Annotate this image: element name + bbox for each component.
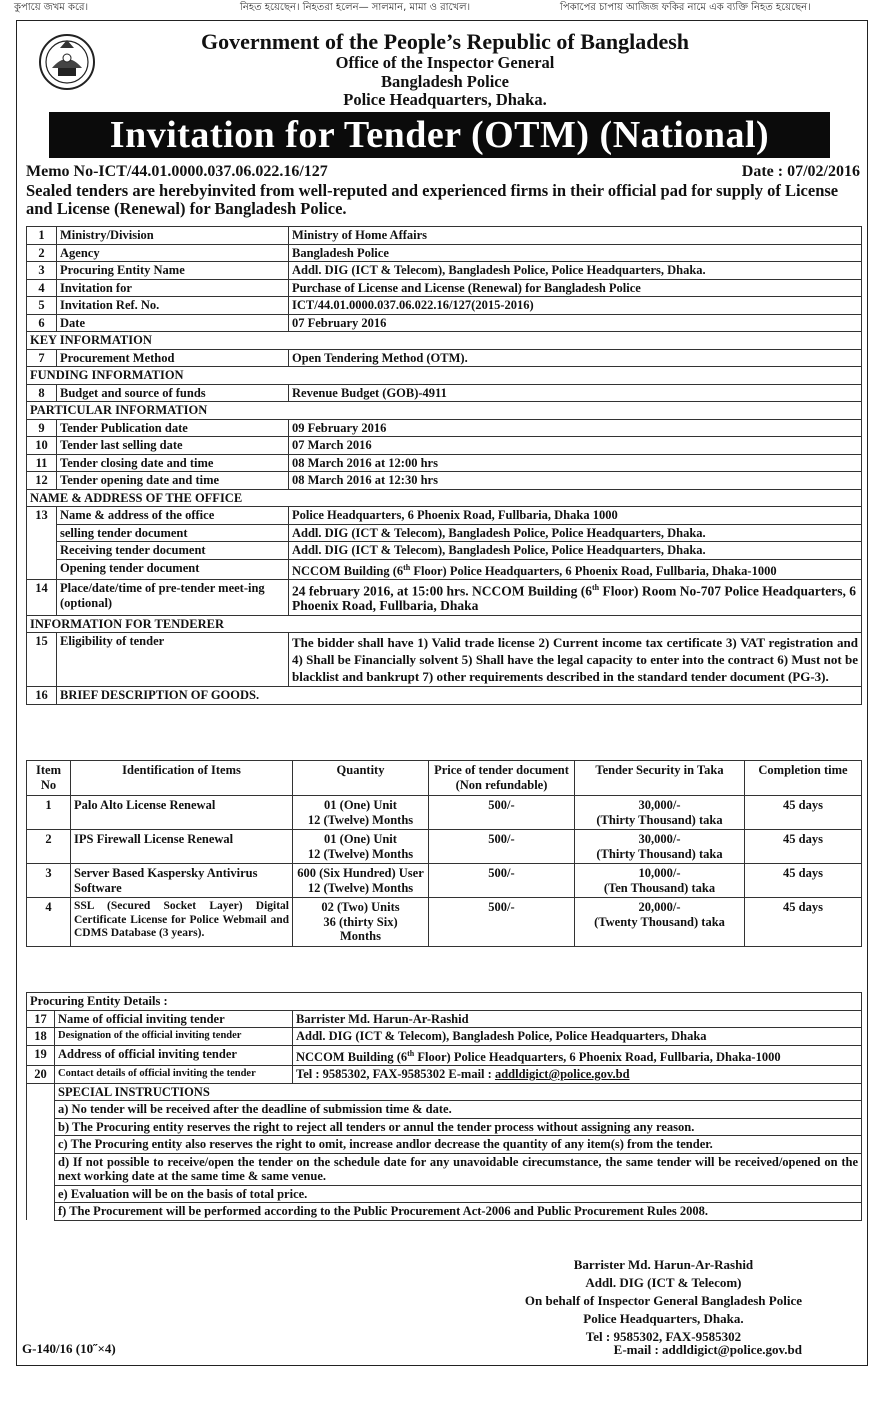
table-row: 16 BRIEF DESCRIPTION OF GOODS. [27, 687, 862, 705]
table-row: 17 Name of official inviting tender Barrister Md. Harun-Ar-Rashid [27, 1010, 862, 1028]
table-row: selling tender document Addl. DIG (ICT & Telecom), Bangladesh Police, Police Headquarters, Dhaka. [27, 524, 862, 542]
strip-text-right: পিকাপের চাপায় আজিজ ফকির নামে এক ব্যক্তি নিহত হয়েছেন। [560, 2, 811, 13]
table-row: 4 Invitation for Purchase of License and License (Renewal) for Bangladesh Police [27, 279, 862, 297]
strip-text-middle: নিহত হয়েছেন। নিহতরা হলেন— সালমান, মামা ও রাখেল। [240, 2, 471, 13]
table-row: 13 Name & address of the office Police Headquarters, 6 Phoenix Road, Fullbaria, Dhaka 1000 [27, 507, 862, 525]
goods-row: 1 Palo Alto License Renewal 01 (One) Unit 12 (Twelve) Months 500/- 30,000/- (Thirty Thousand) taka 45 days [27, 796, 862, 830]
table-row: 10 Tender last selling date 07 March 2016 [27, 437, 862, 455]
signatory-behalf: On behalf of Inspector General Bangladesh Police [524, 1293, 802, 1308]
memo-date: Date : 07/02/2016 [741, 163, 860, 180]
section-header: PARTICULAR INFORMATION [27, 402, 862, 420]
tender-title-banner: Invitation for Tender (OTM) (National) [49, 112, 830, 158]
goods-row: 4 SSL (Secured Socket Layer) Digital Certificate License for Police Webmail and CDMS Database (3 years). 02 (Two) Units 36 (thirty Six) Months 500/- 20,000/- (Twenty Thousand) taka 45 days [27, 898, 862, 947]
goods-row: 2 IPS Firewall License Renewal 01 (One) Unit 12 (Twelve) Months 500/- 30,000/- (Thirty Thousand) taka 45 days [27, 830, 862, 864]
table-row: 3 Procuring Entity Name Addl. DIG (ICT & Telecom), Bangladesh Police, Police Headquarters, Dhaka. [27, 262, 862, 280]
section-header: NAME & ADDRESS OF THE OFFICE [27, 489, 862, 507]
goods-table [26, 760, 862, 947]
table-row: 11 Tender closing date and time 08 March 2016 at 12:00 hrs [27, 454, 862, 472]
procuring-entity-table [26, 992, 862, 1221]
table-row: 20 Contact details of official inviting the tender Tel : 9585302, FAX-9585302 E-mail : addldigict@police.gov.bd [27, 1066, 862, 1084]
instruction-row: f) The Procurement will be performed according to the Public Procurement Act-2006 and Public Procurement Rules 2008. [27, 1203, 862, 1221]
goods-header-row: Item No Identification of Items Quantity Price of tender document (Non refundable) Tender Security in Taka Completion time [27, 761, 862, 796]
section-header: SPECIAL INSTRUCTIONS [27, 1083, 862, 1101]
table-row: 14 Place/date/time of pre-tender meet-ing (optional) 24 february 2016, at 15:00 hrs. NCCOM Building (6th Floor) Room No-707 Police Headquarters, 6 Phoenix Road, Fullbaria, Dhaka [27, 580, 862, 616]
signatory-designation: Addl. DIG (ICT & Telecom) [585, 1275, 742, 1290]
signatory-location: Police Headquarters, Dhaka. [583, 1311, 744, 1326]
instruction-row: e) Evaluation will be on the basis of total price. [27, 1185, 862, 1203]
signatory-name: Barrister Md. Harun-Ar-Rashid [573, 1257, 754, 1272]
signatory-email[interactable]: E-mail : addldigict@police.gov.bd [613, 1342, 802, 1357]
memo-number: Memo No-ICT/44.01.0000.037.06.022.16/127 [26, 163, 328, 180]
email-link[interactable]: addldigict@police.gov.bd [494, 1067, 630, 1082]
table-row: 15 Eligibility of tender The bidder shall have 1) Valid trade license 2) Current income tax certificate 3) VAT registration and 4) Shall be Financially solvent 5) Shall have the legal capacity to enter into the contract 6) Must not be blacklist and bankrupt 7) other requirements described in the standard tender document (PG-3). [27, 633, 862, 687]
table-row: Opening tender document NCCOM Building (6th Floor) Police Headquarters, 6 Phoenix Road, Fullbaria, Dhaka-1000 [27, 559, 862, 580]
office-heading: Office of the Inspector General [335, 53, 555, 72]
newspaper-top-strip [0, 0, 882, 20]
strip-text-left: কুপায়ে জখম করে। [14, 2, 89, 13]
table-row: 19 Address of official inviting tender NCCOM Building (6th Floor) Police Headquarters, 6 Phoenix Road, Fullbaria, Dhaka-1000 [27, 1045, 862, 1066]
instruction-row: a) No tender will be received after the deadline of submission time & date. [27, 1101, 862, 1119]
goods-row: 3 Server Based Kaspersky Antivirus Software 600 (Six Hundred) User 12 (Twelve) Months 500/- 10,000/- (Ten Thousand) taka 45 days [27, 864, 862, 898]
table-row: 1 Ministry/Division Ministry of Home Affairs [27, 227, 862, 245]
instruction-row: b) The Procuring entity reserves the right to reject all tenders or annul the tender process without assigning any reason. [27, 1118, 862, 1136]
government-heading: Government of the People’s Republic of Bangladesh [200, 29, 690, 54]
instruction-row: d) If not possible to receive/open the tender on the schedule date for any unavoidable cirecumstance, the same tender will be received/opened on the next working date at the same time & same venue. [27, 1153, 862, 1185]
location-heading: Police Headquarters, Dhaka. [343, 90, 547, 109]
section-header: Procuring Entity Details : [27, 993, 862, 1011]
table-row: 2 Agency Bangladesh Police [27, 244, 862, 262]
section-header: KEY INFORMATION [27, 332, 862, 350]
table-row: 9 Tender Publication date 09 February 2016 [27, 419, 862, 437]
publication-code: G-140/16 (10˝×4) [22, 1341, 116, 1356]
agency-heading: Bangladesh Police [381, 72, 509, 91]
table-row: 18 Designation of the official inviting tender Addl. DIG (ICT & Telecom), Bangladesh Police, Police Headquarters, Dhaka [27, 1028, 862, 1046]
police-emblem-icon [38, 30, 96, 94]
signatory-phone: Tel : 9585302, FAX-9585302 [585, 1329, 742, 1344]
table-row: 7 Procurement Method Open Tendering Method (OTM). [27, 349, 862, 367]
section-header: INFORMATION FOR TENDERER [27, 615, 862, 633]
table-row: 8 Budget and source of funds Revenue Budget (GOB)-4911 [27, 384, 862, 402]
table-row: 12 Tender opening date and time 08 March 2016 at 12:30 hrs [27, 472, 862, 490]
table-row: Receiving tender document Addl. DIG (ICT & Telecom), Bangladesh Police, Police Headquarters, Dhaka. [27, 542, 862, 560]
intro-paragraph: Sealed tenders are herebyinvited from well-reputed and experienced firms in their official pad for supply of License and License (Renewal) for Bangladesh Police. [26, 181, 839, 218]
instruction-row: c) The Procuring entity also reserves the right to omit, increase andlor decrease the quantity of any item(s) from the tender. [27, 1136, 862, 1154]
tender-info-table [26, 226, 862, 705]
table-row: 5 Invitation Ref. No. ICT/44.01.0000.037.06.022.16/127(2015-2016) [27, 297, 862, 315]
section-header: FUNDING INFORMATION [27, 367, 862, 385]
signature-block [525, 1256, 802, 1346]
table-row: 6 Date 07 February 2016 [27, 314, 862, 332]
